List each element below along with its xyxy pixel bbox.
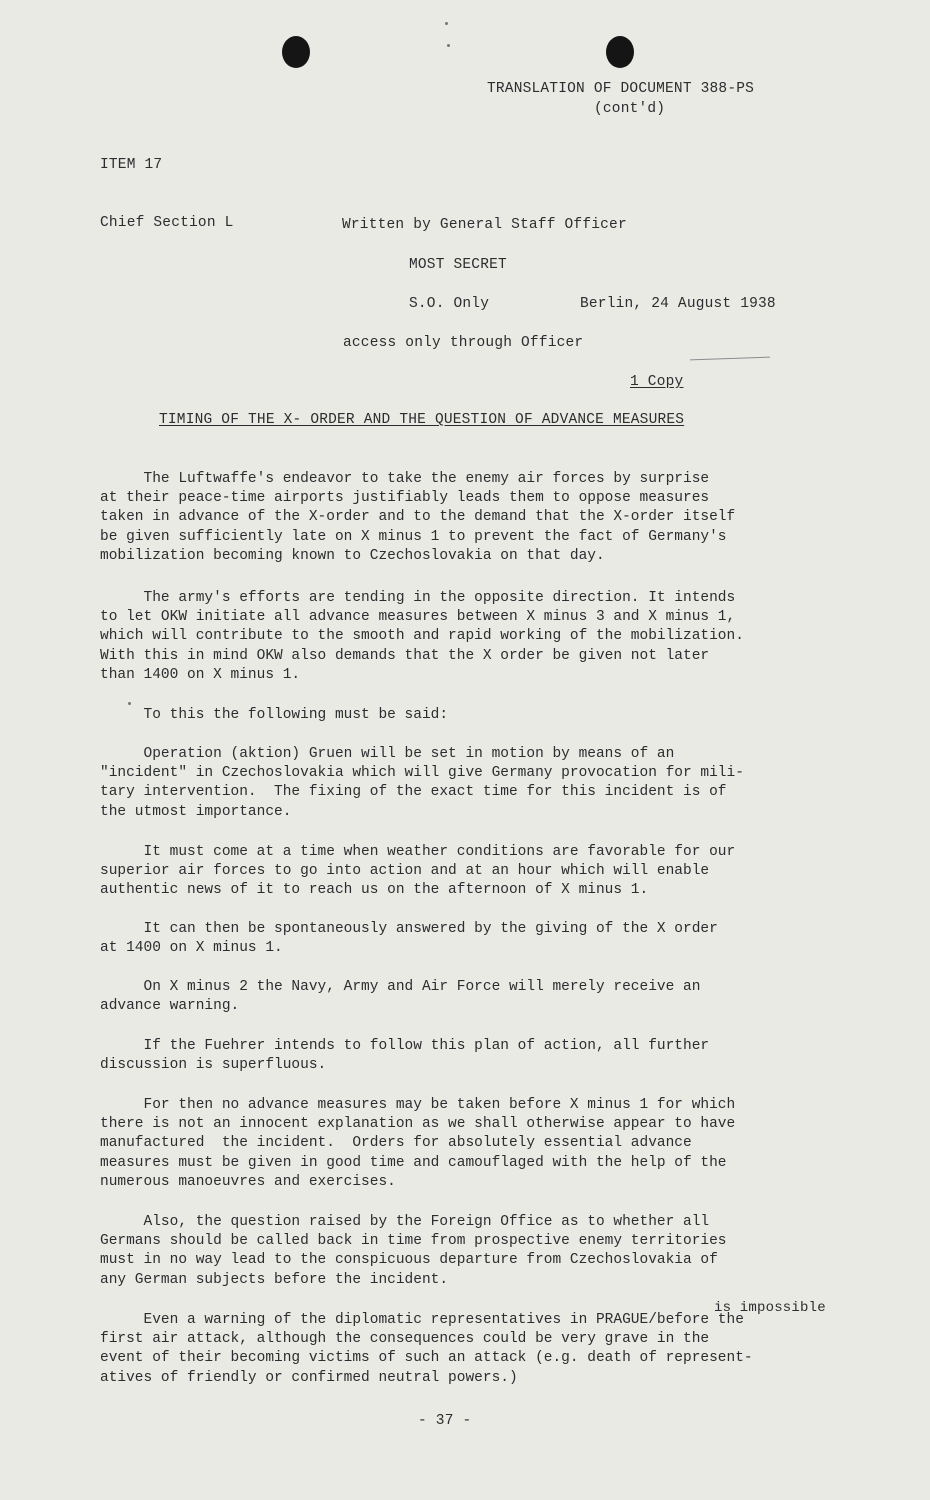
text-line: It can then be spontaneously answered by the giving of the X order — [100, 921, 718, 937]
text-line: any German subjects before the incident. — [100, 1271, 449, 1288]
paragraph-3 — [100, 706, 820, 725]
paragraph-1 — [100, 470, 820, 566]
paragraph-7 — [100, 978, 820, 1016]
text-line: event of their becoming victims of such an attack (e.g. death of represent- — [100, 1350, 753, 1367]
paragraph-4 — [100, 745, 820, 822]
so-only: S.O. Only — [409, 296, 490, 312]
page-number: - 37 - — [418, 1413, 472, 1429]
text-line: mobilization becoming known to Czechoslovakia on that day. — [100, 547, 605, 564]
text-line: Also, the question raised by the Foreign Office as to whether all — [100, 1214, 710, 1230]
text-line: Operation (aktion) Gruen will be set in motion by means of an — [100, 746, 675, 762]
text-line: authentic news of it to reach us on the afternoon of X minus 1. — [100, 882, 649, 899]
text-line: The Luftwaffe's endeavor to take the enemy air forces by surprise — [100, 471, 710, 487]
paragraph-2 — [100, 589, 820, 685]
document-title: TRANSLATION OF DOCUMENT 388-PS — [487, 81, 755, 97]
text-line: "incident" in Czechoslovakia which will give Germany provocation for mili- — [100, 765, 744, 782]
text-line: than 1400 on X minus 1. — [100, 666, 301, 683]
text-line: be given sufficiently late on X minus 1 to prevent the fact of Germany's — [100, 528, 727, 545]
text-line: Germans should be called back in time from prospective enemy territories — [100, 1233, 727, 1250]
paragraph-10 — [100, 1213, 820, 1290]
text-line: If the Fuehrer intends to follow this plan of action, all further — [100, 1038, 710, 1054]
text-line: there is not an innocent explanation as we shall otherwise appear to have — [100, 1116, 736, 1133]
text-line: atives of friendly or confirmed neutral powers.) — [100, 1369, 518, 1386]
item-number: ITEM 17 — [100, 157, 163, 173]
text-line: The army's efforts are tending in the opposite direction. It intends — [100, 590, 736, 606]
paragraph-6 — [100, 920, 820, 958]
text-line: With this in mind OKW also demands that the X order be given not later — [100, 647, 710, 664]
section-heading: TIMING OF THE X- ORDER AND THE QUESTION OF ADVANCE MEASURES — [159, 412, 685, 428]
text-line: It must come at a time when weather conditions are favorable for our — [100, 844, 736, 860]
pen-stroke — [690, 357, 770, 361]
paragraph-9 — [100, 1096, 820, 1192]
text-line: the utmost importance. — [100, 803, 292, 820]
copy-count: 1 Copy — [630, 374, 684, 390]
text-line: advance warning. — [100, 998, 240, 1015]
text-line: superior air forces to go into action and at an hour which will enable — [100, 863, 710, 880]
access-note: access only through Officer — [343, 335, 584, 351]
chief-section: Chief Section L — [100, 215, 234, 231]
paragraph-8 — [100, 1037, 820, 1075]
text-line: manufactured the incident. Orders for absolutely essential advance — [100, 1135, 692, 1152]
place-date: Berlin, 24 August 1938 — [580, 296, 776, 312]
text-line: On X minus 2 the Navy, Army and Air Force will merely receive an — [100, 979, 701, 995]
text-line: discussion is superfluous. — [100, 1057, 327, 1074]
paragraph-11 — [100, 1311, 820, 1388]
text-line: taken in advance of the X-order and to the demand that the X-order itself — [100, 509, 736, 526]
written-by: Written by General Staff Officer — [342, 217, 627, 233]
document-subtitle: (cont'd) — [594, 101, 666, 117]
text-line: To this the following must be said: — [100, 707, 449, 723]
text-line: to let OKW initiate all advance measures between X minus 3 and X minus 1, — [100, 609, 736, 626]
text-line: Even a warning of the diplomatic representatives in PRAGUE/before the — [100, 1312, 744, 1328]
text-line: first air attack, although the consequences could be very grave in the — [100, 1331, 710, 1348]
text-line: which will contribute to the smooth and rapid working of the mobilization. — [100, 628, 744, 645]
text-line: must in no way lead to the conspicuous departure from Czechoslovakia of — [100, 1252, 718, 1269]
handwritten-insert: is impossible — [714, 1300, 826, 1316]
punch-hole-right-icon — [606, 36, 634, 68]
text-line: measures must be given in good time and camouflaged with the help of the — [100, 1154, 727, 1171]
classification: MOST SECRET — [409, 257, 507, 273]
text-line: tary intervention. The fixing of the exact time for this incident is of — [100, 784, 727, 801]
text-line: numerous manoeuvres and exercises. — [100, 1173, 396, 1190]
text-line: at 1400 on X minus 1. — [100, 940, 283, 957]
text-line: at their peace-time airports justifiably leads them to oppose measures — [100, 490, 710, 507]
punch-hole-left-icon — [282, 36, 310, 68]
paragraph-5 — [100, 843, 820, 901]
text-line: For then no advance measures may be taken before X minus 1 for which — [100, 1097, 736, 1113]
